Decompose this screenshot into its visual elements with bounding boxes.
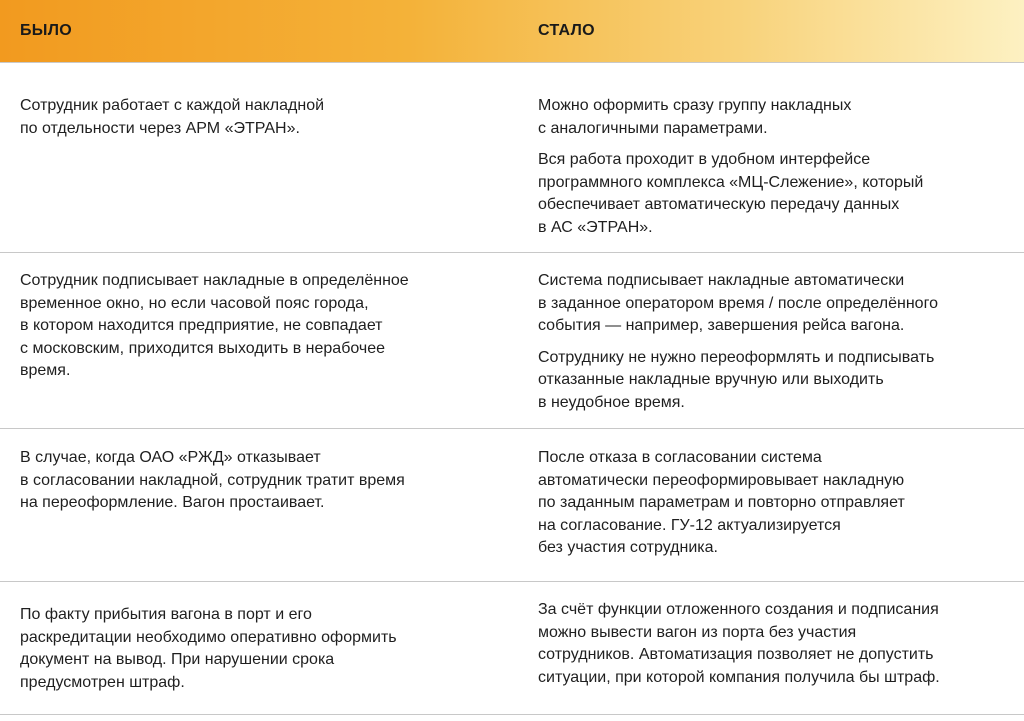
after-paragraph: Можно оформить сразу группу накладных с аналогичными параметрами. — [538, 97, 852, 137]
after-text — [538, 599, 1008, 689]
table-row — [0, 582, 1024, 715]
after-paragraph: Сотруднику не нужно переоформлять и подписывать отказанные накладные вручную или выходить в неудобное время. — [538, 348, 935, 411]
table-header — [0, 0, 1024, 63]
before-text — [20, 95, 490, 140]
header-before: БЫЛО — [20, 22, 73, 39]
header-after: СТАЛО — [538, 22, 595, 39]
after-paragraph: За счёт функции отложенного создания и подписания можно вывести вагон из порта без участия сотрудников. Автоматизация позволяет не допустить ситуации, при которой компания получила бы штраф. — [538, 601, 940, 686]
before-text — [20, 270, 490, 383]
after-text — [538, 95, 1008, 239]
before-paragraph: Сотрудник работает с каждой накладной по отдельности через АРМ «ЭТРАН». — [20, 97, 325, 137]
after-paragraph: Система подписывает накладные автоматически в заданное оператором время / после определённого события — например, завершения рейса вагона. — [538, 272, 938, 334]
after-paragraph: Вся работа проходит в удобном интерфейсе программного комплекса «МЦ-Слежение», который обеспечивает автоматическую передачу данных в АС «ЭТРАН». — [538, 151, 924, 236]
before-text — [20, 447, 490, 515]
after-paragraph: После отказа в согласовании система автоматически переоформировывает накладную по заданным параметрам и повторно отправляет на согласование. ГУ-12 актуализируется без участия сотрудника. — [538, 449, 905, 556]
table-row — [0, 429, 1024, 582]
table-row — [0, 63, 1024, 253]
table-row — [0, 253, 1024, 429]
before-text — [20, 604, 490, 694]
before-paragraph: Сотрудник подписывает накладные в определённое временное окно, но если часовой пояс города, в котором находится предприятие, не совпадает с московским, приходится выходить в нерабочее время. — [20, 272, 409, 379]
after-text — [538, 270, 1008, 414]
after-text — [538, 447, 1008, 560]
before-paragraph: По факту прибытия вагона в порт и его раскредитации необходимо оперативно оформить документ на вывод. При нарушении срока предусмотрен штраф. — [20, 606, 397, 691]
before-paragraph: В случае, когда ОАО «РЖД» отказывает в согласовании накладной, сотрудник тратит время на переоформление. Вагон простаивает. — [20, 449, 405, 511]
